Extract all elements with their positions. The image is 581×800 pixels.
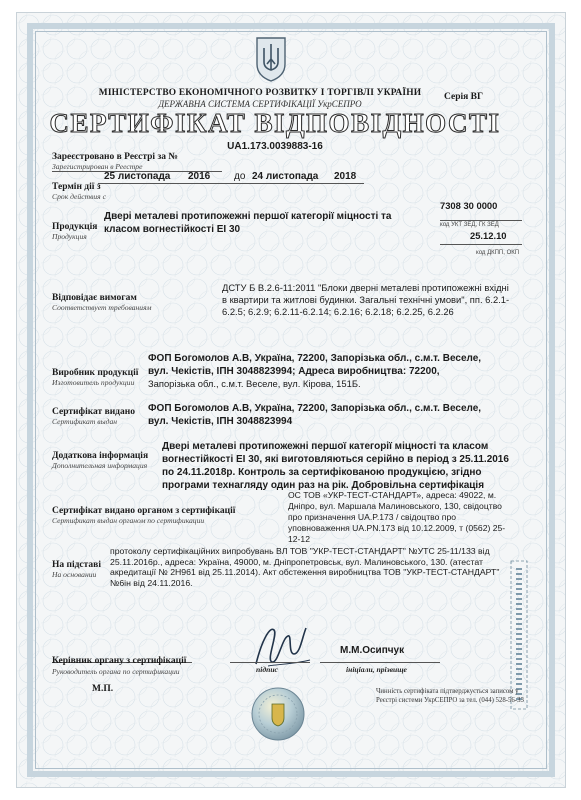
- issued-to-line-1: ФОП Богомолов А.В, Україна, 72200, Запорізька обл., с.м.т. Веселе,: [148, 403, 482, 414]
- term-label: Термін дії з: [52, 182, 101, 192]
- term-sublabel: Срок действия с: [52, 192, 106, 201]
- ministry-name: МІНІСТЕРСТВО ЕКОНОМІЧНОГО РОЗВИТКУ І ТОРГІВЛІ УКРАЇНИ: [98, 88, 422, 98]
- issued-to-label: Сертифікат видано: [52, 407, 135, 417]
- additional-info-label: Додаткова інформація: [52, 451, 149, 461]
- product-date: 25.12.10: [470, 230, 507, 241]
- issued-to-sublabel: Сертификат выдан: [52, 417, 118, 426]
- hologram-seal-icon: [250, 686, 306, 742]
- manufacturer-line-3: Запорізька обл., с.м.т. Веселе, вул. Кірова, 151Б.: [148, 378, 361, 389]
- registered-sublabel: Зарегистрирован в Реестре: [52, 162, 143, 171]
- term-from-day: 25 листопада: [104, 171, 171, 182]
- head-sublabel: Руководитель органа по сертификации: [52, 667, 180, 676]
- divider: [440, 244, 522, 245]
- certification-body-label: Сертифікат видано органом з сертифікації: [52, 506, 236, 516]
- certification-body-text: ОС ТОВ «УКР-ТЕСТ-СТАНДАРТ», адреса: 49022, м. Дніпро, вул. Маршала Малиновського, 130, свідоцтво про призначення UA.P.173 / свідоцтво про уповноваження UA.PN.173 від 10.12.2009, т (0562) 25-12-12: [288, 490, 506, 544]
- product-code: 7308 30 0000: [440, 200, 498, 211]
- stamp-place-label: М.П.: [92, 684, 114, 694]
- signatory-name: М.М.Осипчук: [340, 645, 405, 656]
- coat-of-arms-icon: [254, 34, 288, 82]
- page-title: СЕРТИФІКАТ ВІДПОВІДНОСТІ: [49, 108, 501, 138]
- product-sublabel: Продукция: [52, 232, 87, 241]
- requirements-sublabel: Соответствует требованиям: [52, 303, 152, 312]
- additional-info-sublabel: Дополнительная информация: [52, 461, 148, 470]
- requirements-label: Відповідає вимогам: [52, 293, 137, 303]
- term-to-year: 2018: [334, 171, 357, 182]
- registration-number: UA1.173.0039883-16: [227, 141, 323, 152]
- manufacturer-sublabel: Изготовитель продукции: [52, 378, 135, 387]
- divider: [98, 183, 364, 184]
- series-label: Серія ВГ: [444, 92, 484, 102]
- term-from-year: 2016: [188, 171, 211, 182]
- divider: [230, 662, 310, 663]
- product-date-sublabel: код ДКПП, ОКП: [476, 250, 520, 256]
- footer-note: Чинність сертифіката підтверджується записом у Реєстрі системи УкрСЕПРО за тел. (044) 528-56-33: [376, 688, 524, 704]
- divider: [320, 662, 440, 663]
- product-code-sublabel: код УКТ ЗЕД, ГК ЗЕД: [440, 222, 499, 228]
- manufacturer-label: Виробник продукції: [52, 368, 139, 378]
- term-to-word: до: [234, 171, 246, 182]
- manufacturer-line-2: вул. Чекістів, ІПН 3048823994; Адреса виробництва: 72200,: [148, 366, 440, 377]
- additional-info-text: Двері металеві протипожежні першої категорії міцності та класом вогнестійкості ЕІ 30, які виготовляються серійно в період з 25.11.2016 по 24.11.2018р. Контроль за сертифікованою продукцією, згідно програми технагляду один раз на рік. Добровільна сертифікація: [162, 441, 509, 491]
- certification-system: ДЕРЖАВНА СИСТЕМА СЕРТИФІКАЦІЇ УкрСЕПРО: [158, 99, 362, 109]
- head-label: Керівник органу з сертифікації: [52, 656, 187, 666]
- term-to-day: 24 листопада: [252, 171, 319, 182]
- name-caption: ініціали, прізвище: [346, 665, 407, 674]
- registered-label: Зареєстровано в Реєстрі за №: [52, 152, 178, 162]
- basis-sublabel: На основании: [52, 570, 97, 579]
- signature-caption: підпис: [256, 665, 278, 674]
- product-text: Двері металеві протипожежні першої категорії міцності та класом вогнестійкості ЕІ 30: [104, 211, 392, 235]
- issued-to-line-2: вул. Чекістів, ІПН 3048823994: [148, 416, 293, 427]
- product-label: Продукція: [52, 222, 98, 232]
- basis-text: протоколу сертифікаційних випробувань ВЛ ТОВ "УКР-ТЕСТ-СТАНДАРТ" №УТС 25-11/133 від 25.11.2016р., адреса: Україна, 49000, м. Дніпропетровськ, вул. Малиновського, 130. (атестат акредитації № 2Н961 від 25.11.2014). Акт обстеження виробництва ТОВ "УКР-ТЕСТ-СТАНДАРТ" №6ін від 24.11.2016.: [110, 546, 500, 588]
- divider: [440, 220, 522, 221]
- certification-body-sublabel: Сертификат выдан органом по сертификации: [52, 516, 205, 525]
- manufacturer-line-1: ФОП Богомолов А.В, Україна, 72200, Запорізька обл., с.м.т. Веселе,: [148, 353, 482, 364]
- basis-label: На підставі: [52, 560, 101, 570]
- requirements-text: ДСТУ Б В.2.6-11:2011 "Блоки дверні металеві протипожежні вхідні в квартири та житлові будинки. Загальні технічні умови", пп. 6.2.1-6.2.5; 6.2.9; 6.2.11-6.2.14; 6.2.16; 6.2.18; 6.2.25, 6.2.26: [222, 282, 510, 317]
